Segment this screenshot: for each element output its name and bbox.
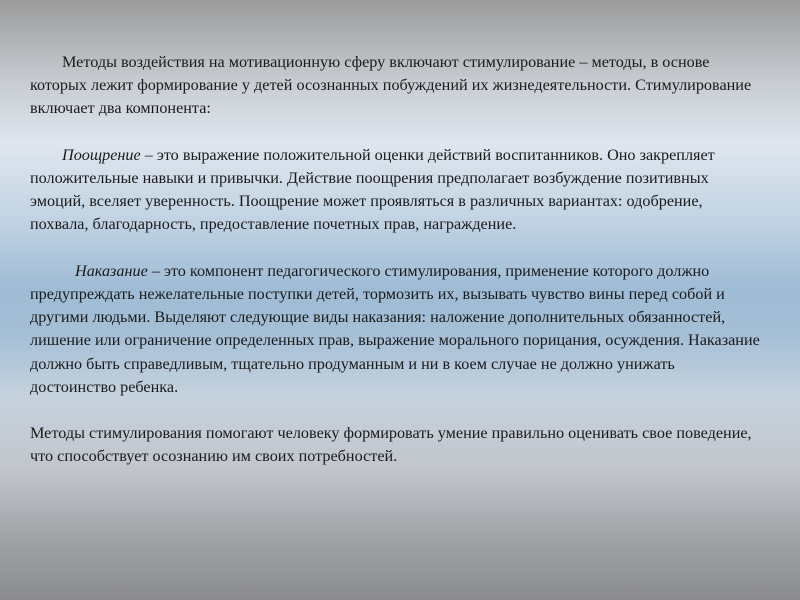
encouragement-paragraph (30, 144, 760, 237)
punishment-text: – это компонент педагогического стимулирования, применение которого должно предупреждать нежелательные поступки детей, тормозить их, вызывать чувство вины перед собой и другими людьми. Выделяют следующие виды наказания: наложение дополнительных обязанностей, лишение или ограничение определенных прав, выражение морального порицания, осуждения. Наказание должно быть справедливым, тщательно продуманным и ни в коем случае не должно унижать достоинство ребенка. (30, 261, 760, 396)
paragraph-spacer (30, 121, 760, 144)
paragraph-spacer (30, 237, 760, 260)
encouragement-term: Поощрение (62, 145, 141, 164)
encouragement-text: – это выражение положительной оценки действий воспитанников. Оно закрепляет положительные навыки и привычки. Действие поощрения предполагает возбуждение позитивных эмоций, вселяет уверенность. Поощрение может проявляться в различных вариантах: одобрение, похвала, благодарность, предоставление почетных прав, награждение. (30, 145, 715, 234)
paragraph-spacer (30, 399, 760, 422)
intro-paragraph: Методы воздействия на мотивационную сферу включают стимулирование – методы, в основе которых лежит формирование у детей осознанных побуждений их жизнедеятельности. Стимулирование включает два компонента: (30, 53, 752, 118)
conclusion-paragraph: Методы стимулирования помогают человеку формировать умение правильно оценивать свое поведение, что способствует осознанию им своих потребностей. (30, 424, 752, 466)
punishment-term: Наказание (75, 261, 148, 280)
punishment-paragraph (30, 260, 760, 399)
